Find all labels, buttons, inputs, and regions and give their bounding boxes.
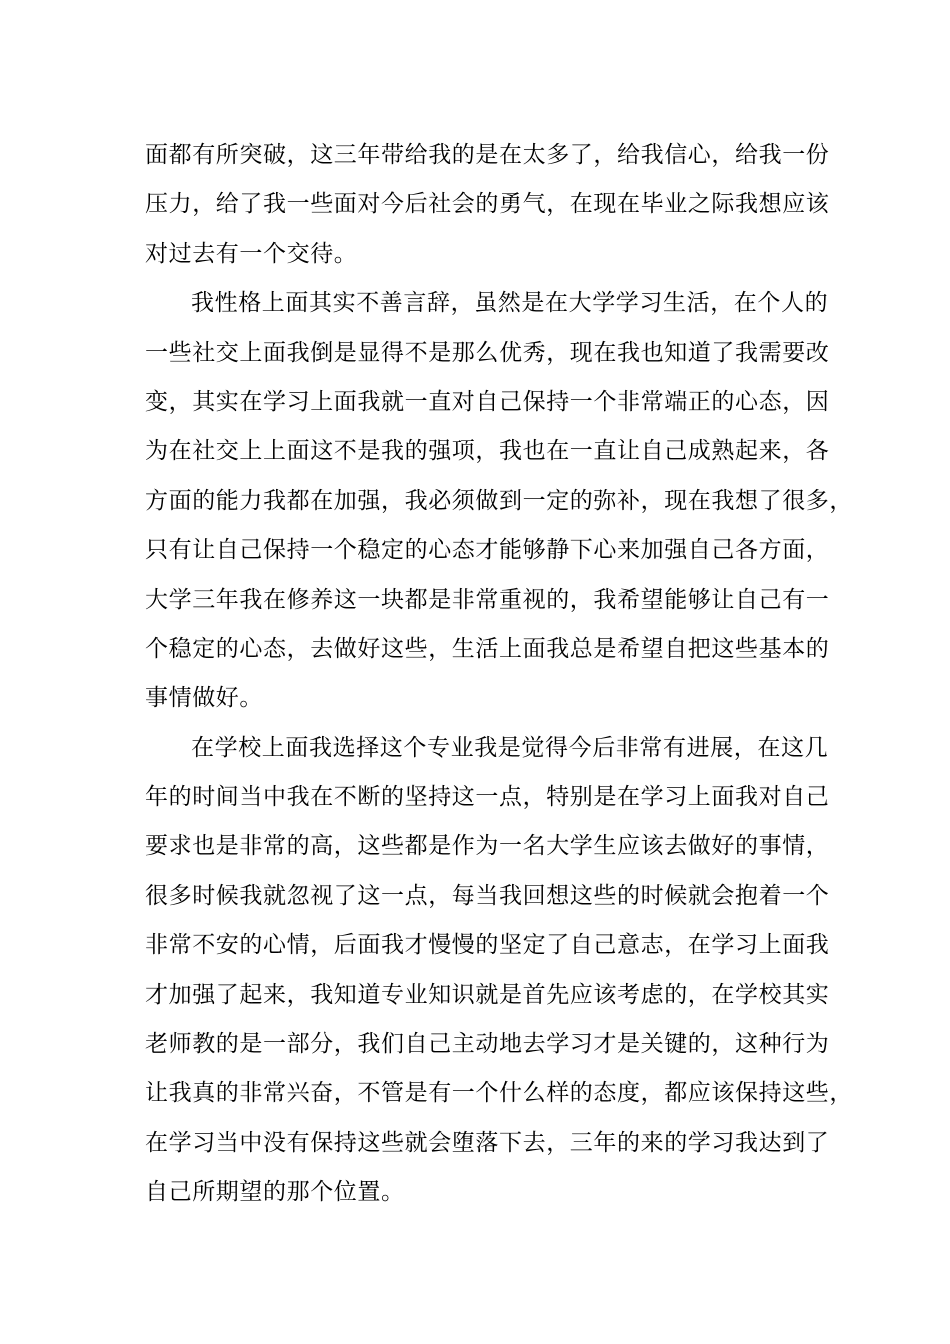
paragraph bbox=[145, 279, 853, 724]
paragraph-line: 老师教的是一部分，我们自己主动地去学习才是关键的，这种行为 bbox=[145, 1031, 830, 1058]
paragraph-line: 大学三年我在修养这一块都是非常重视的，我希望能够让自己有一 bbox=[145, 586, 830, 613]
paragraph-line: 我性格上面其实不善言辞，虽然是在大学学习生活，在个人的 bbox=[191, 290, 829, 317]
paragraph-line: 只有让自己保持一个稳定的心态才能够静下心来加强自己各方面， bbox=[145, 537, 830, 564]
paragraph-line: 要求也是非常的高，这些都是作为一名大学生应该去做好的事情， bbox=[145, 833, 830, 860]
paragraph-line: 年的时间当中我在不断的坚持这一点，特别是在学习上面我对自己 bbox=[145, 784, 830, 811]
paragraph-line: 面都有所突破，这三年带给我的是在太多了，给我信心，给我一份 bbox=[145, 142, 830, 168]
paragraph-line: 在学习当中没有保持这些就会堕落下去，三年的来的学习我达到了 bbox=[145, 1129, 830, 1156]
paragraph-line: 让我真的非常兴奋，不管是有一个什么样的态度，都应该保持这些， bbox=[145, 1080, 853, 1107]
paragraph-line: 一些社交上面我倒是显得不是那么优秀，现在我也知道了我需要改 bbox=[145, 339, 830, 366]
paragraph-line: 事情做好。 bbox=[145, 685, 263, 712]
paragraph bbox=[145, 131, 830, 279]
paragraph-line: 压力，给了我一些面对今后社会的勇气，在现在毕业之际我想应该 bbox=[145, 191, 830, 218]
paragraph-line: 为在社交上上面这不是我的强项，我也在一直让自己成熟起来，各 bbox=[145, 438, 830, 465]
paragraph-line: 在学校上面我选择这个专业我是觉得今后非常有进展，在这几 bbox=[191, 734, 829, 761]
paragraph-line: 才加强了起来，我知道专业知识就是首先应该考虑的，在学校其实 bbox=[145, 981, 830, 1008]
paragraph-line: 非常不安的心情，后面我才慢慢的坚定了自己意志，在学习上面我 bbox=[145, 932, 830, 959]
paragraph-line: 对过去有一个交待。 bbox=[145, 240, 358, 267]
paragraph bbox=[145, 724, 853, 1218]
document-body bbox=[145, 131, 853, 1218]
paragraph-line: 方面的能力我都在加强，我必须做到一定的弥补，现在我想了很多， bbox=[145, 487, 853, 514]
paragraph-line: 变，其实在学习上面我就一直对自己保持一个非常端正的心态，因 bbox=[145, 388, 830, 415]
paragraph-line: 自己所期望的那个位置。 bbox=[145, 1179, 405, 1206]
paragraph-line: 个稳定的心态，去做好这些，生活上面我总是希望自把这些基本的 bbox=[145, 635, 830, 662]
paragraph-line: 很多时候我就忽视了这一点，每当我回想这些的时候就会抱着一个 bbox=[145, 882, 830, 909]
